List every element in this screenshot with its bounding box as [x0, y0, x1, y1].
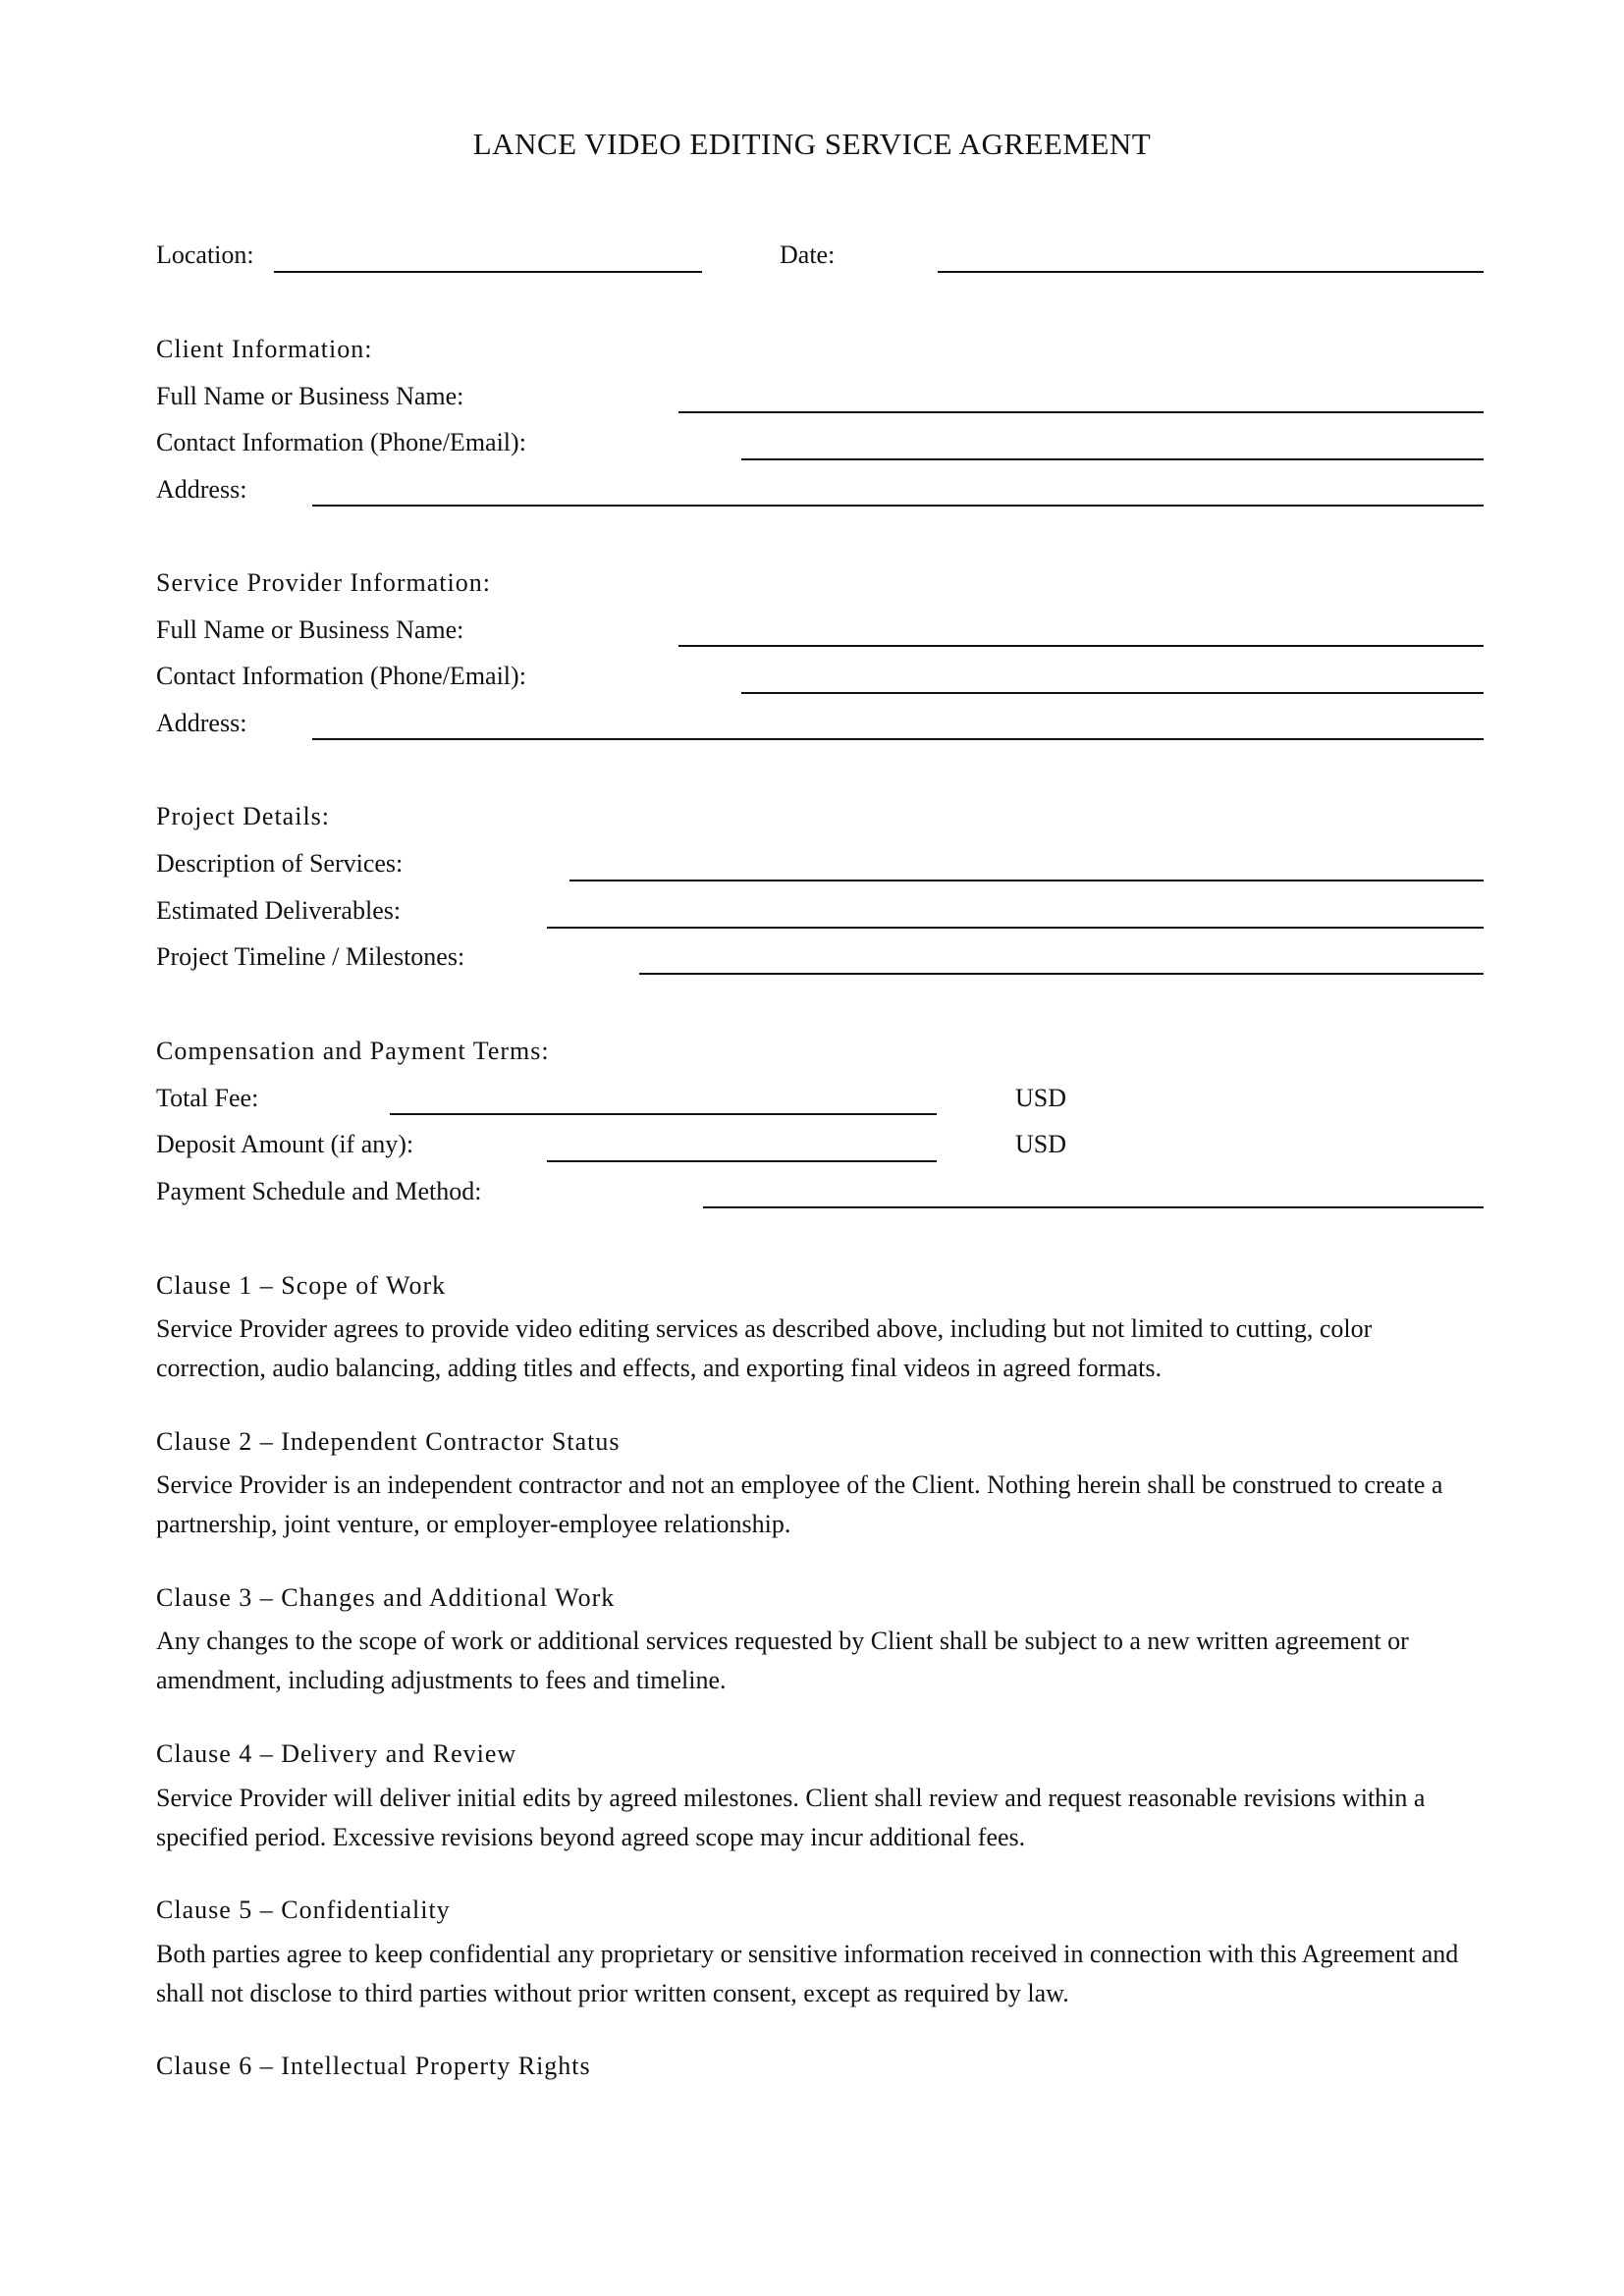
provider-address-label: Address: [156, 709, 247, 737]
clause-1-title: Clause 1 – Scope of Work [156, 1271, 447, 1300]
compensation-heading: Compensation and Payment Terms: [156, 1037, 550, 1065]
clause-3-title: Clause 3 – Changes and Additional Work [156, 1583, 616, 1612]
deliverables-field[interactable] [547, 927, 1484, 929]
deposit-currency: USD [1015, 1130, 1067, 1158]
provider-heading: Service Provider Information: [156, 568, 491, 597]
provider-name-label: Full Name or Business Name: [156, 615, 464, 644]
clause-6-title: Clause 6 – Intellectual Property Rights [156, 2052, 591, 2080]
client-name-field[interactable] [678, 411, 1484, 413]
total-fee-currency: USD [1015, 1084, 1067, 1112]
location-field[interactable] [274, 271, 702, 273]
project-heading: Project Details: [156, 802, 331, 830]
payment-schedule-label: Payment Schedule and Method: [156, 1177, 482, 1205]
timeline-label: Project Timeline / Milestones: [156, 942, 465, 971]
clause-4-title: Clause 4 – Delivery and Review [156, 1739, 517, 1768]
client-heading: Client Information: [156, 335, 373, 363]
deliverables-label: Estimated Deliverables: [156, 896, 402, 925]
deposit-field[interactable] [547, 1160, 937, 1162]
date-field[interactable] [938, 271, 1484, 273]
client-address-label: Address: [156, 475, 247, 504]
provider-contact-label: Contact Information (Phone/Email): [156, 662, 526, 690]
location-label: Location: [156, 240, 254, 269]
payment-schedule-field[interactable] [703, 1206, 1484, 1208]
provider-address-field[interactable] [312, 738, 1484, 740]
description-label: Description of Services: [156, 849, 404, 878]
client-contact-field[interactable] [741, 458, 1484, 460]
clause-1-text: Service Provider agrees to provide video editing services as described above, including but not limited to cutting, color correction, audio balancing, adding titles and effects, and exporting final videos in agreed formats. [156, 1314, 1373, 1382]
clause-2-text: Service Provider is an independent contractor and not an employee of the Client. Nothing herein shall be construed to create a partnership, joint venture, or employer-employee relationship. [156, 1470, 1443, 1538]
timeline-field[interactable] [639, 973, 1484, 975]
clause-4-text: Service Provider will deliver initial edits by agreed milestones. Client shall review and request reasonable revisions within a specified period. Excessive revisions beyond agreed scope may incur additional fees. [156, 1784, 1426, 1851]
clause-3-text: Any changes to the scope of work or additional services requested by Client shall be subject to a new written agreement or amendment, including adjustments to fees and timeline. [156, 1627, 1409, 1694]
provider-contact-field[interactable] [741, 692, 1484, 694]
client-name-label: Full Name or Business Name: [156, 382, 464, 410]
clause-2-title: Clause 2 – Independent Contractor Status [156, 1427, 621, 1456]
client-address-field[interactable] [312, 505, 1484, 507]
clause-5-title: Clause 5 – Confidentiality [156, 1896, 451, 1924]
provider-name-field[interactable] [678, 645, 1484, 647]
date-label: Date: [780, 240, 836, 269]
clause-5-text: Both parties agree to keep confidential any proprietary or sensitive information received in connection with this Agreement and shall not disclose to third parties without prior written consent, except as required by law. [156, 1940, 1459, 2007]
client-contact-label: Contact Information (Phone/Email): [156, 428, 526, 456]
total-fee-field[interactable] [390, 1113, 937, 1115]
description-field[interactable] [569, 880, 1484, 881]
deposit-label: Deposit Amount (if any): [156, 1130, 414, 1158]
total-fee-label: Total Fee: [156, 1084, 259, 1112]
document-title: LANCE VIDEO EDITING SERVICE AGREEMENT [472, 127, 1152, 161]
